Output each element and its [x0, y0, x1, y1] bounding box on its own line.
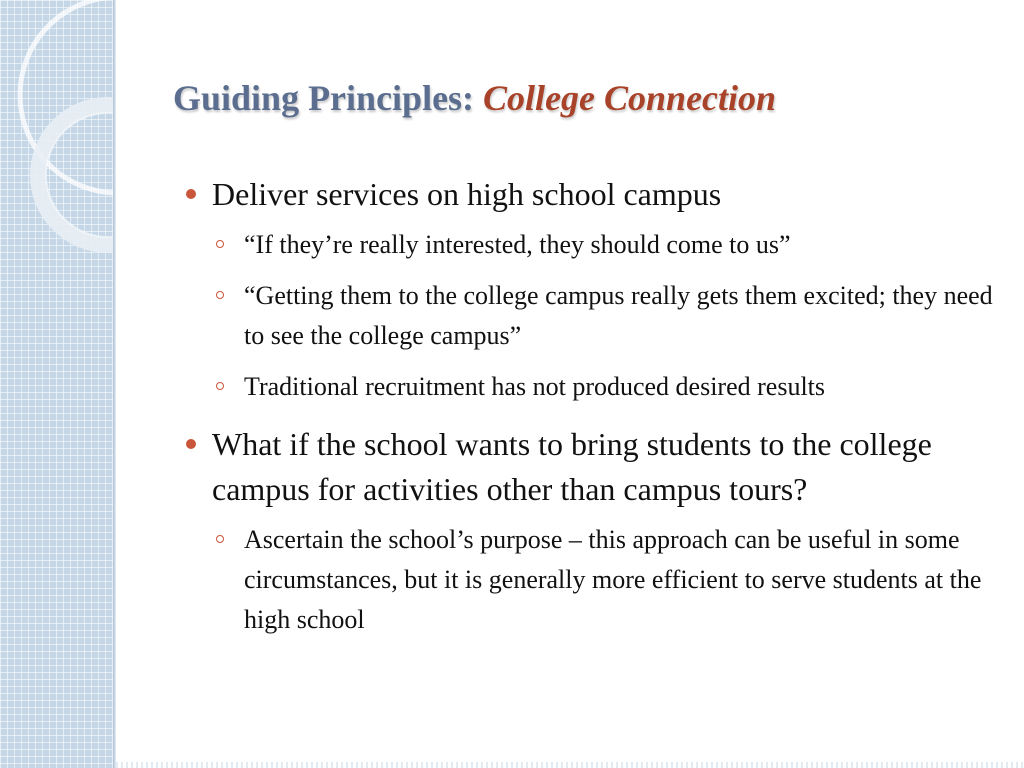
title-prefix: Guiding Principles: [173, 78, 475, 118]
title-accent: College Connection [483, 78, 777, 118]
decorative-circles [0, 0, 113, 768]
ring-bullet-icon [216, 535, 224, 543]
bullet-text: Deliver services on high school campus [212, 176, 722, 212]
sub-bullet-item [186, 367, 996, 407]
sub-bullet-text: “Getting them to the college campus really gets them excited; they need to see the college campus” [244, 281, 993, 350]
sub-bullet-item [186, 225, 996, 265]
sidebar-divider [113, 0, 116, 768]
bullet-dot-icon [186, 189, 196, 199]
sub-bullet-item [186, 276, 996, 356]
bottom-decorative-band [116, 762, 1024, 768]
slide-title [173, 72, 776, 124]
bullet-item [186, 422, 996, 512]
bullet-dot-icon [186, 439, 196, 449]
sub-bullet-text: Ascertain the school’s purpose – this approach can be useful in some circumstances, but it is generally more efficient to serve students at the high school [244, 525, 982, 634]
sub-bullet-item [186, 520, 996, 640]
sub-bullet-text: “If they’re really interested, they should come to us” [244, 230, 791, 259]
bullet-text: What if the school wants to bring students to the college campus for activities other than campus tours? [212, 426, 932, 507]
ring-bullet-icon [216, 291, 224, 299]
sub-bullet-text: Traditional recruitment has not produced desired results [244, 372, 826, 401]
ring-bullet-icon [216, 240, 224, 248]
bullet-item [186, 172, 996, 217]
slide-body [186, 172, 996, 651]
ring-bullet-icon [216, 382, 224, 390]
decorative-sidebar [0, 0, 113, 768]
